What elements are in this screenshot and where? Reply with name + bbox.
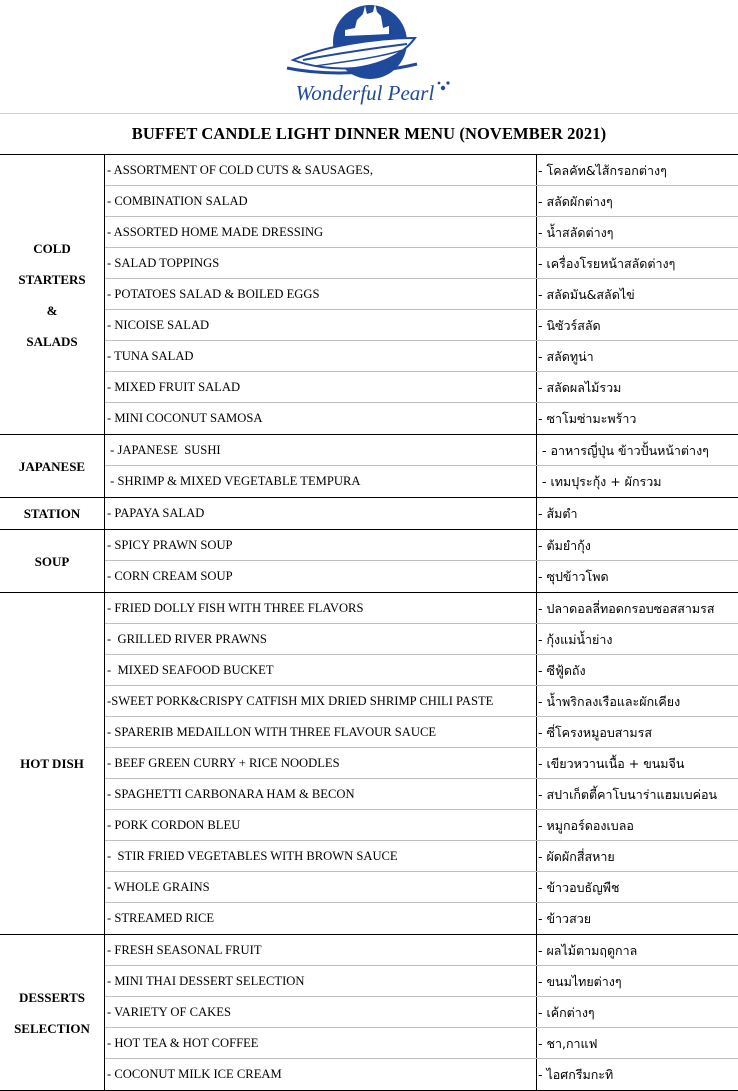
category-label-line: STATION: [23, 506, 81, 521]
menu-table: [0, 154, 738, 1091]
logo-wordmark: Wonderful Pearl: [295, 81, 435, 105]
dish-name-thai: - สลัดมัน&สลัดไข่: [538, 287, 635, 302]
dish-name-thai: - ไอศกรีมกะทิ: [538, 1067, 614, 1082]
dish-name-thai: - ซาโมซ่ามะพร้าว: [538, 411, 637, 426]
menu-section: [0, 530, 738, 593]
menu-item-row: [105, 779, 738, 810]
dish-name-english: - COCONUT MILK ICE CREAM: [105, 1059, 537, 1090]
dish-name-english: - WHOLE GRAINS: [105, 872, 537, 902]
dish-name-english: - ASSORTMENT OF COLD CUTS & SAUSAGES,: [105, 155, 537, 185]
category-label: [0, 435, 105, 497]
menu-item-row: [105, 841, 738, 872]
dish-name-thai: - เทมปุระกุ้ง + ผักรวม: [538, 474, 662, 489]
dish-name-thai: - ผัดผักสี่สหาย: [538, 849, 615, 864]
dish-name-thai: - ผลไม้ตามฤดูกาล: [538, 943, 638, 958]
menu-item-row: [105, 593, 738, 624]
menu-item-row: [105, 466, 738, 497]
dish-name-english: - BEEF GREEN CURRY + RICE NOODLES: [105, 748, 537, 778]
dish-name-thai: - โคลคัท&ไส้กรอกต่างๆ: [538, 163, 667, 178]
category-label: [0, 935, 105, 1090]
dish-name-thai: - ขนมไทยต่างๆ: [538, 974, 622, 989]
menu-item-row: [105, 186, 738, 217]
menu-item-row: [105, 248, 738, 279]
menu-item-row: [105, 310, 738, 341]
dish-name-english: - SPARERIB MEDAILLON WITH THREE FLAVOUR SAUCE: [105, 717, 537, 747]
menu-item-row: [105, 717, 738, 748]
menu-item-row: [105, 686, 738, 717]
dish-name-thai: - ปลาดอลลี่ทอดกรอบซอสสามรส: [538, 601, 715, 616]
menu-title-row: [0, 114, 738, 154]
category-label-line: &: [46, 302, 58, 318]
menu-item-row: [105, 279, 738, 310]
dish-name-thai: - สปาเก็ตตี้คาโบนาร่าแฮมเบค่อน: [538, 787, 718, 802]
dish-name-english: - MIXED SEAFOOD BUCKET: [105, 655, 537, 685]
dish-name-english: - PORK CORDON BLEU: [105, 810, 537, 840]
dish-name-english: - MIXED FRUIT SALAD: [105, 372, 537, 402]
menu-items: [105, 155, 738, 434]
menu-item-row: [105, 341, 738, 372]
dish-name-english: - MINI COCONUT SAMOSA: [105, 403, 537, 434]
menu-item-row: [105, 498, 738, 529]
menu-items: [105, 435, 738, 497]
dish-name-english: - ASSORTED HOME MADE DRESSING: [105, 217, 537, 247]
dish-name-thai: - อาหารญี่ปุ่น ข้าวปั้นหน้าต่างๆ: [538, 443, 709, 458]
dish-name-english: - GRILLED RIVER PRAWNS: [105, 624, 537, 654]
dish-name-thai: - สลัดทูน่า: [538, 349, 594, 364]
dish-name-thai: - ข้าวสวย: [538, 911, 592, 926]
menu-item-row: [105, 372, 738, 403]
category-label-line: SALADS: [26, 333, 78, 349]
category-label-line: COLD: [33, 240, 71, 256]
category-label-line: DESSERTS: [18, 989, 86, 1005]
dish-name-english: - VARIETY OF CAKES: [105, 997, 537, 1027]
menu-item-row: [105, 748, 738, 779]
dish-name-thai: - ชา,กาแฟ: [538, 1036, 598, 1051]
dish-name-english: - STIR FRIED VEGETABLES WITH BROWN SAUCE: [105, 841, 537, 871]
dish-name-thai: - เค้กต่างๆ: [538, 1005, 595, 1020]
dish-name-thai: - เครื่องโรยหน้าสลัดต่างๆ: [538, 256, 676, 271]
menu-items: [105, 935, 738, 1090]
category-label: [0, 593, 105, 934]
dish-name-thai: - ต้มยำกุ้ง: [538, 538, 591, 553]
menu-item-row: [105, 1028, 738, 1059]
dish-name-english: - FRESH SEASONAL FRUIT: [105, 935, 537, 965]
category-label: [0, 498, 105, 529]
menu-item-row: [105, 624, 738, 655]
menu-item-row: [105, 997, 738, 1028]
dish-name-english: - COMBINATION SALAD: [105, 186, 537, 216]
category-label-line: SOUP: [34, 553, 70, 569]
category-label-line: STARTERS: [18, 271, 86, 287]
dish-name-thai: - ซีฟู้ดถัง: [538, 663, 586, 678]
dish-name-english: - STREAMED RICE: [105, 903, 537, 934]
dish-name-english: -SWEET PORK&CRISPY CATFISH MIX DRIED SHRIMP CHILI PASTE: [105, 686, 537, 716]
category-label: [0, 155, 105, 434]
menu-item-row: [105, 561, 738, 592]
dish-name-english: - SALAD TOPPINGS: [105, 248, 537, 278]
menu-title: BUFFET CANDLE LIGHT DINNER MENU (NOVEMBER 2021): [131, 124, 607, 143]
category-label-line: JAPANESE: [18, 458, 86, 474]
category-label-line: SELECTION: [14, 1020, 90, 1036]
menu-item-row: [105, 403, 738, 434]
dish-name-english: - MINI THAI DESSERT SELECTION: [105, 966, 537, 996]
menu-items: [105, 498, 738, 529]
menu-item-row: [105, 903, 738, 934]
menu-item-row: [105, 872, 738, 903]
category-label-line: HOT DISH: [20, 756, 84, 771]
dish-name-thai: - น้ำสลัดต่างๆ: [538, 225, 614, 240]
dish-name-thai: - ข้าวอบธัญพืช: [538, 880, 620, 895]
menu-items: [105, 593, 738, 934]
menu-item-row: [105, 435, 738, 466]
menu-item-row: [105, 810, 738, 841]
menu-item-row: [105, 155, 738, 186]
menu-items: [105, 530, 738, 592]
dish-name-english: - SPAGHETTI CARBONARA HAM & BECON: [105, 779, 537, 809]
wonderful-pearl-logo: [285, 2, 455, 110]
dish-name-english: - NICOISE SALAD: [105, 310, 537, 340]
dish-name-thai: - เขียวหวานเนื้อ + ขนมจีน: [538, 756, 685, 771]
menu-item-row: [105, 530, 738, 561]
menu-item-row: [105, 217, 738, 248]
logo-area: [0, 0, 738, 114]
dish-name-english: - TUNA SALAD: [105, 341, 537, 371]
dish-name-english: - FRIED DOLLY FISH WITH THREE FLAVORS: [105, 593, 537, 623]
dish-name-thai: - สลัดผลไม้รวม: [538, 380, 622, 395]
dish-name-english: - JAPANESE SUSHI: [105, 435, 537, 465]
dish-name-english: - HOT TEA & HOT COFFEE: [105, 1028, 537, 1058]
menu-section: [0, 593, 738, 935]
dish-name-thai: - ส้มตำ: [538, 506, 578, 521]
dish-name-thai: - ซุปข้าวโพด: [538, 569, 609, 584]
menu-section: [0, 155, 738, 435]
menu-section: [0, 935, 738, 1091]
menu-item-row: [105, 966, 738, 997]
menu-item-row: [105, 935, 738, 966]
dish-name-english: - CORN CREAM SOUP: [105, 561, 537, 592]
dish-name-thai: - กุ้งแม่น้ำย่าง: [538, 632, 613, 647]
dish-name-thai: - หมูกอร์ดองเบลอ: [538, 818, 634, 833]
dish-name-english: - SHRIMP & MIXED VEGETABLE TEMPURA: [105, 466, 537, 497]
menu-section: [0, 498, 738, 530]
dish-name-thai: - น้ำพริกลงเรือและผักเคียง: [538, 694, 681, 709]
dish-name-thai: - นิซัวร์สลัด: [538, 318, 601, 333]
dish-name-thai: - ซี่โครงหมูอบสามรส: [538, 725, 653, 740]
menu-item-row: [105, 1059, 738, 1090]
dish-name-thai: - สลัดผักต่างๆ: [538, 194, 613, 209]
dish-name-english: - PAPAYA SALAD: [105, 498, 537, 529]
menu-section: [0, 435, 738, 498]
dish-name-english: - SPICY PRAWN SOUP: [105, 530, 537, 560]
category-label: [0, 530, 105, 592]
dish-name-english: - POTATOES SALAD & BOILED EGGS: [105, 279, 537, 309]
menu-item-row: [105, 655, 738, 686]
